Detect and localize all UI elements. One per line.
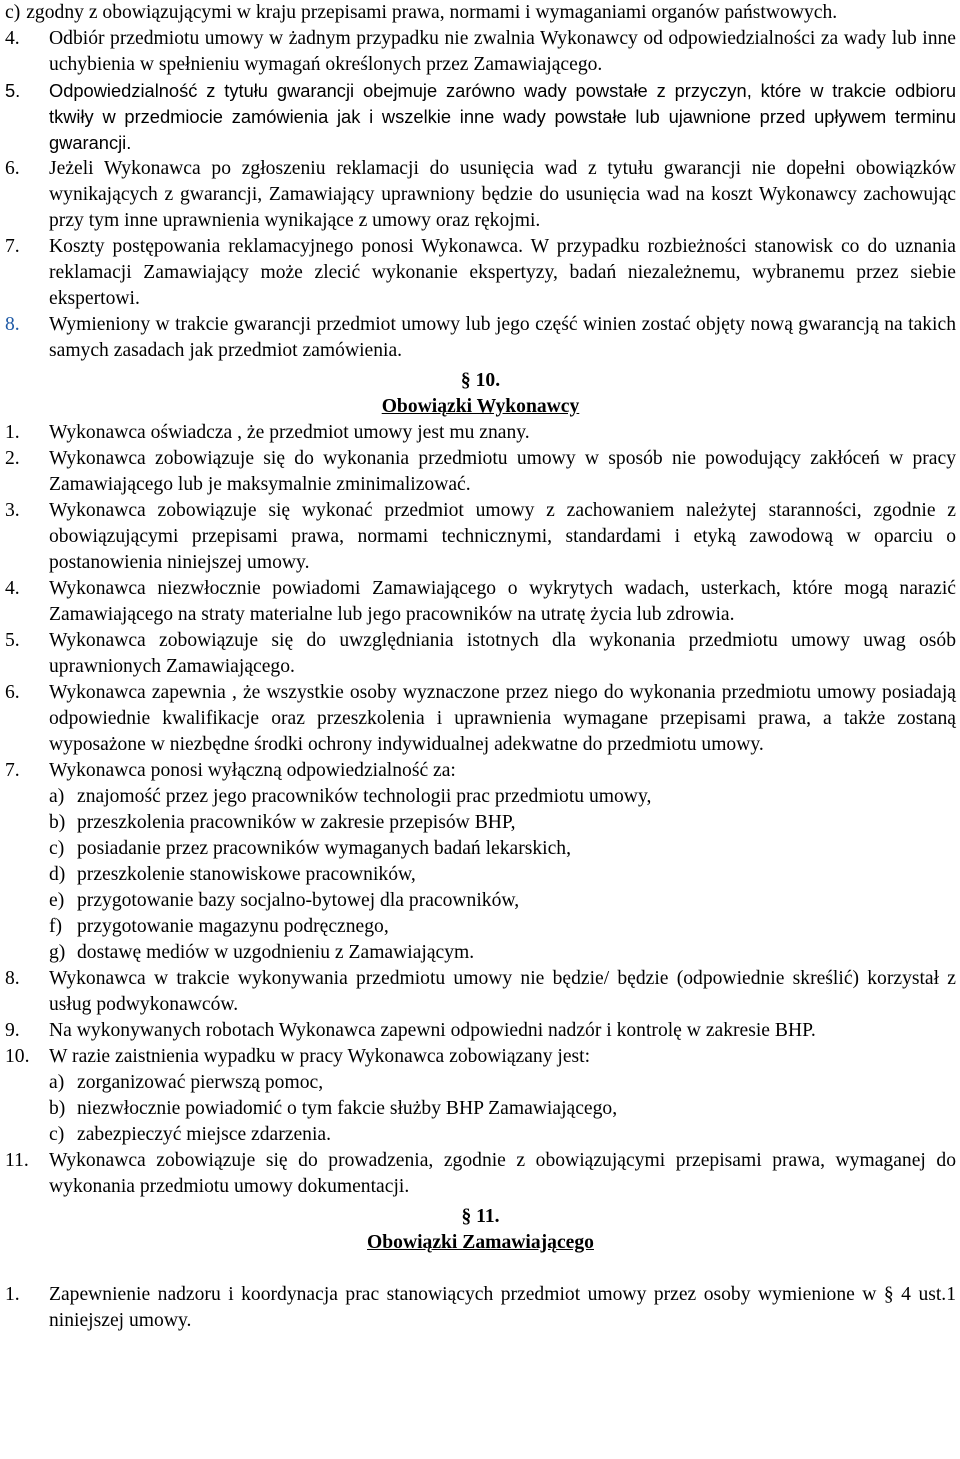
sub-item-text: przeszkolenie stanowiskowe pracowników, — [77, 864, 416, 885]
item-number: 2. — [5, 448, 20, 469]
item-text: zgodny z obowiązującymi w kraju przepisami prawa, normami i wymaganiami organów państwowych. — [26, 2, 838, 23]
sub-item-text: przeszkolenia pracowników w zakresie przepisów BHP, — [77, 812, 516, 833]
item-text: Wykonawca oświadcza , że przedmiot umowy jest mu znany. — [49, 422, 530, 443]
sub-item — [5, 784, 956, 810]
sub-item-letter: f) — [49, 916, 63, 937]
list-item — [5, 156, 956, 234]
item-number: 8. — [5, 968, 20, 989]
list-item — [5, 78, 956, 156]
item-number: 3. — [5, 500, 20, 521]
sub-item-letter: a) — [49, 786, 65, 807]
item-text: Wykonawca zobowiązuje się do uwzględniania istotnych dla wykonania przedmiotu umowy uwag osób uprawnionych Zamawiającego. — [49, 630, 956, 677]
item-text: Wykonawca ponosi wyłączną odpowiedzialność za: — [49, 760, 456, 781]
section-number: § 10. — [460, 370, 501, 391]
section-title: Obowiązki Zamawiającego — [367, 1232, 594, 1253]
item-text: Na wykonywanych robotach Wykonawca zapewni odpowiedni nadzór i kontrolę w zakresie BHP. — [49, 1020, 816, 1041]
list-item — [5, 628, 956, 680]
item-text: Wykonawca zobowiązuje się wykonać przedmiot umowy z zachowaniem należytej staranności, zgodnie z obowiązującymi przepisami prawa, normami technicznymi, standardami i etyką zawodową w oparciu o postanowienia niniejszej umowy. — [49, 500, 956, 573]
item-number: 7. — [5, 236, 20, 257]
list-item — [5, 1044, 956, 1070]
item-number: 1. — [5, 1284, 20, 1305]
item-text: Odpowiedzialność z tytułu gwarancji obejmuje zarówno wady powstałe z przyczyn, które w trakcie odbioru tkwiły w przedmiocie zamówienia jak i wszelkie inne wady powstałe lub ujawnione przed upływem terminu gwarancji. — [49, 80, 956, 153]
item-text: Jeżeli Wykonawca po zgłoszeniu reklamacji do usunięcia wad z tytułu gwarancji nie dopełni obowiązków wynikających z gwarancji, Zamawiający uprawniony będzie do usunięcia wad na koszt Wykonawcy zachowując przy tym inne uprawnienia wynikające z umowy oraz rękojmi. — [49, 158, 956, 231]
list-item — [5, 966, 956, 1018]
item-text: Wykonawca zobowiązuje się do wykonania przedmiotu umowy w sposób nie powodujący zakłóceń w pracy Zamawiającego lub je maksymalnie zminimalizować. — [49, 448, 956, 495]
item-number: 5. — [5, 630, 20, 651]
item-letter: c) — [5, 2, 21, 23]
list-item — [5, 498, 956, 576]
list-item — [5, 680, 956, 758]
sub-item — [5, 1122, 956, 1148]
sub-item-letter: a) — [49, 1072, 65, 1093]
sub-item — [5, 940, 956, 966]
list-item — [5, 446, 956, 498]
sub-item — [5, 1096, 956, 1122]
sub-item — [5, 862, 956, 888]
section-number: § 11. — [461, 1206, 500, 1227]
section-title: Obowiązki Wykonawcy — [381, 396, 580, 417]
sub-item-letter: c) — [49, 838, 65, 859]
item-text: Koszty postępowania reklamacyjnego ponosi Wykonawca. W przypadku rozbieżności stanowisk co do uznania reklamacji Zamawiający może zlecić wykonanie ekspertyzy, badań niezależnemu, wybranemu przez siebie ekspertowi. — [49, 236, 956, 309]
item-number: 9. — [5, 1020, 20, 1041]
item-number: 8. — [5, 314, 20, 335]
sub-item — [5, 810, 956, 836]
sub-item — [5, 914, 956, 940]
sub-item-text: zorganizować pierwszą pomoc, — [77, 1072, 324, 1093]
list-item — [5, 312, 956, 364]
sub-item-text: zabezpieczyć miejsce zdarzenia. — [77, 1124, 331, 1145]
item-text: Wykonawca niezwłocznie powiadomi Zamawiającego o wykrytych wadach, usterkach, które mogą narazić Zamawiającego na straty materialne lub jego pracowników na utratę życia lub zdrowia. — [49, 578, 956, 625]
item-text: Wykonawca w trakcie wykonywania przedmiotu umowy nie będzie/ będzie (odpowiednie skreślić) korzystał z usług podwykonawców. — [49, 968, 956, 1015]
list-item — [5, 1148, 956, 1200]
sub-item-text: dostawę mediów w uzgodnieniu z Zamawiającym. — [77, 942, 475, 963]
sub-item — [5, 836, 956, 862]
item-number: 6. — [5, 682, 20, 703]
item-text: Wykonawca zapewnia , że wszystkie osoby wyznaczone przez niego do wykonania przedmiotu umowy posiadają odpowiednie kwalifikacje oraz przeszkolenia i uprawnienia wymagane przepisami prawa, a także zostaną wyposażone w niezbędne środki ochrony indywidualnej adekwatne do przedmiotu umowy. — [49, 682, 956, 755]
sub-item-letter: b) — [49, 812, 66, 833]
item-number: 1. — [5, 422, 20, 443]
sub-item-text: znajomość przez jego pracowników technologii prac przedmiotu umowy, — [77, 786, 652, 807]
item-number: 6. — [5, 158, 20, 179]
item-text: Wymieniony w trakcie gwarancji przedmiot umowy lub jego część winien zostać objęty nową gwarancją na takich samych zasadach jak przedmiot zamówienia. — [49, 314, 956, 361]
list-item — [5, 0, 956, 26]
list-item — [5, 234, 956, 312]
list-item — [5, 758, 956, 784]
sub-item-letter: e) — [49, 890, 65, 911]
sub-item-letter: d) — [49, 864, 66, 885]
item-number: 11. — [5, 1150, 29, 1171]
item-text: Zapewnienie nadzoru i koordynacja prac stanowiących przedmiot umowy przez osoby wymienione w § 4 ust.1 niniejszej umowy. — [49, 1284, 956, 1331]
list-item — [5, 420, 956, 446]
item-text: Odbiór przedmiotu umowy w żadnym przypadku nie zwalnia Wykonawcy od odpowiedzialności za wady lub inne uchybienia w spełnieniu wymagań określonych przez Zamawiającego. — [49, 28, 956, 75]
item-number: 4. — [5, 28, 20, 49]
list-item — [5, 1282, 956, 1334]
list-item — [5, 1018, 956, 1044]
sub-item — [5, 1070, 956, 1096]
sub-item-text: posiadanie przez pracowników wymaganych badań lekarskich, — [77, 838, 572, 859]
sub-item-text: niezwłocznie powiadomić o tym fakcie służby BHP Zamawiającego, — [77, 1098, 618, 1119]
sub-item-letter: c) — [49, 1124, 65, 1145]
sub-item-text: przygotowanie bazy socjalno-bytowej dla pracowników, — [77, 890, 520, 911]
item-number: 4. — [5, 578, 20, 599]
item-number: 7. — [5, 760, 20, 781]
sub-item-text: przygotowanie magazynu podręcznego, — [77, 916, 389, 937]
list-item — [5, 576, 956, 628]
item-number: 10. — [5, 1046, 30, 1067]
item-text: Wykonawca zobowiązuje się do prowadzenia, zgodnie z obowiązującymi przepisami prawa, wymaganej do wykonania przedmiotu umowy dokumentacji. — [49, 1150, 956, 1197]
item-number: 5. — [5, 80, 21, 101]
sub-item-letter: g) — [49, 942, 66, 963]
sub-item — [5, 888, 956, 914]
sub-item-letter: b) — [49, 1098, 66, 1119]
list-item — [5, 26, 956, 78]
item-text: W razie zaistnienia wypadku w pracy Wykonawca zobowiązany jest: — [49, 1046, 591, 1067]
